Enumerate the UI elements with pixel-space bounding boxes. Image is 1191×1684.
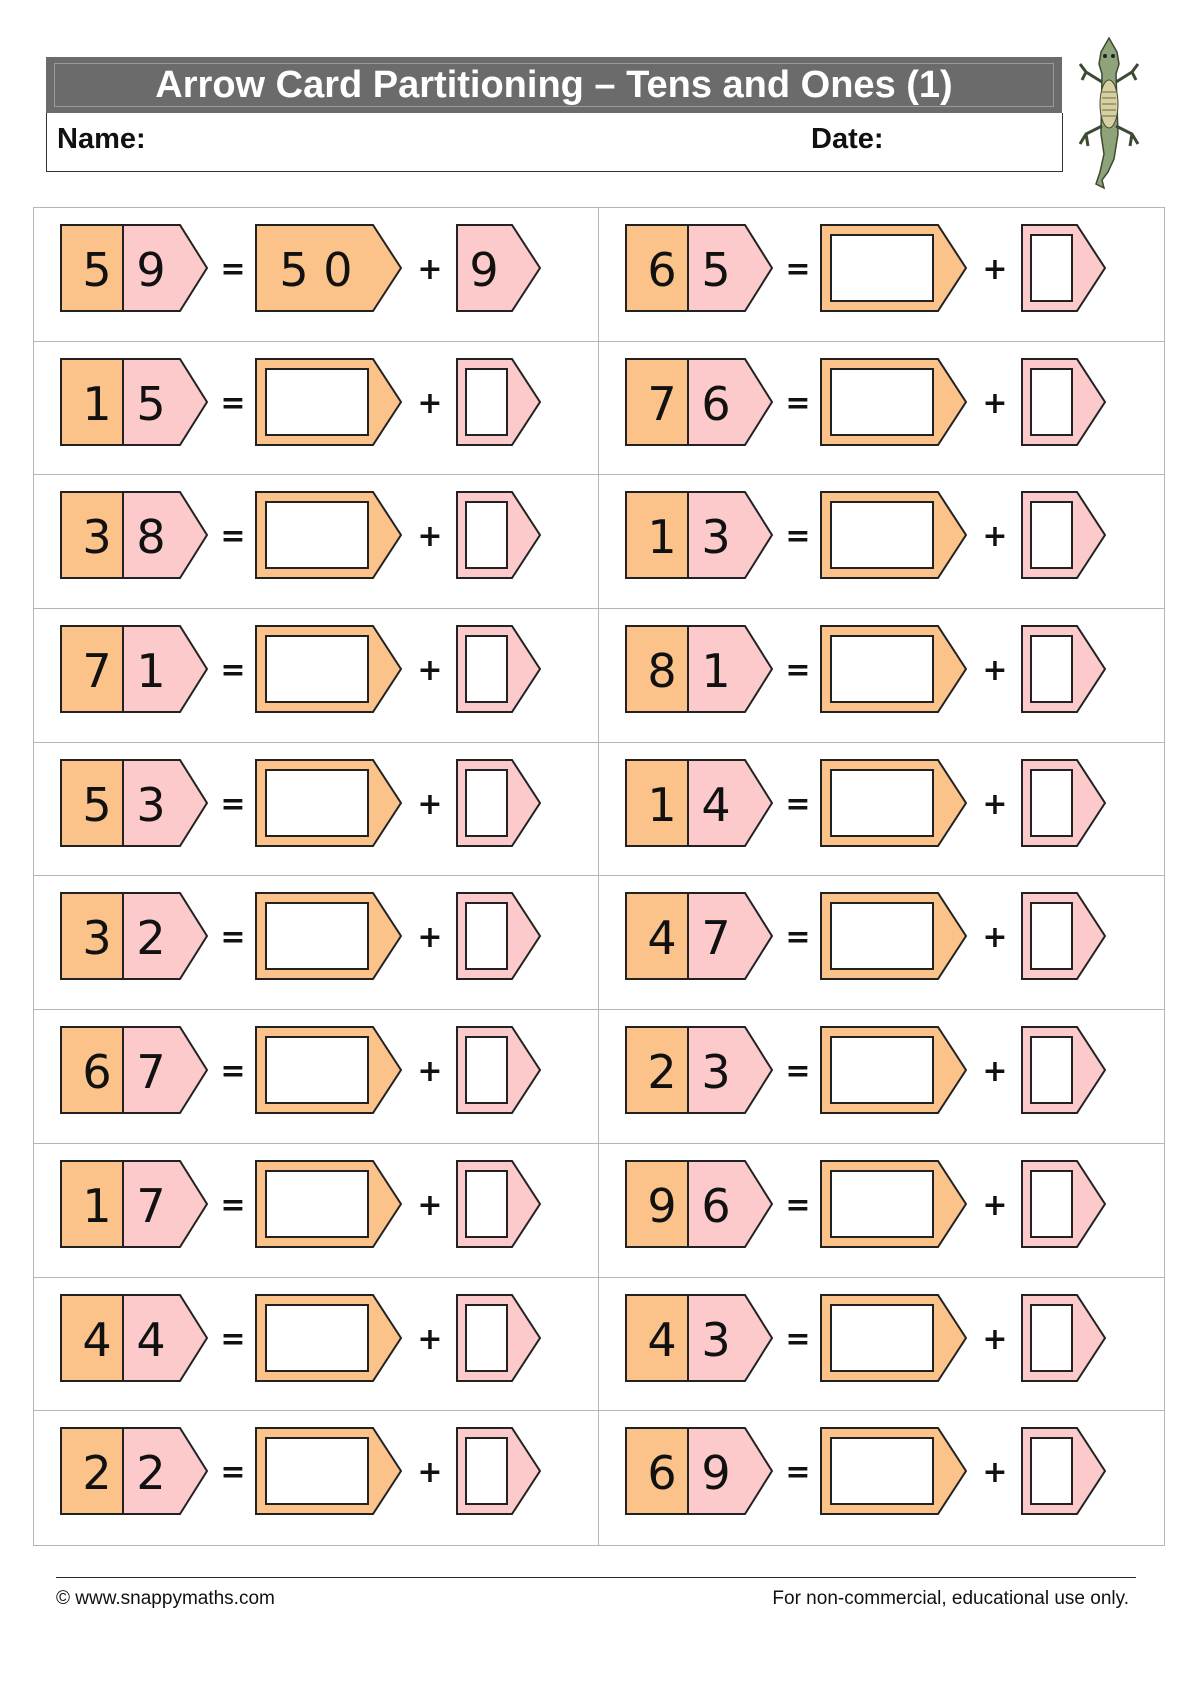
equals-sign: = [785,385,811,421]
tens-answer-box[interactable] [831,235,933,301]
ones-digit: 1 [701,644,731,699]
tens-answer-box[interactable] [831,1438,933,1504]
plus-sign: + [982,1187,1008,1223]
tens-digit: 1 [647,777,677,832]
problem-cell [34,609,599,743]
tens-digit: 7 [82,644,112,699]
equals-sign: = [785,519,811,555]
plus-sign: + [982,1054,1008,1090]
ones-digit: 2 [136,1446,166,1501]
tens-digit: 1 [647,510,677,565]
ones-digit: 1 [136,644,166,699]
ones-answer-box[interactable] [466,1305,507,1371]
problem-cell [599,1010,1164,1144]
ones-digit: 9 [701,1446,731,1501]
tens-digit: 2 [647,1045,677,1100]
ones-digit: 4 [701,777,731,832]
tens-answer-box[interactable] [831,1037,933,1103]
plus-sign: + [417,1321,443,1357]
equals-sign: = [785,653,811,689]
plus-sign: + [417,920,443,956]
problem-cell [599,1278,1164,1412]
worksheet-title: Arrow Card Partitioning – Tens and Ones (1) [155,63,953,106]
tens-answer-box[interactable] [266,1305,368,1371]
ones-answer-box[interactable] [466,903,507,969]
problem-svg [599,208,1165,342]
ones-digit: 2 [136,911,166,966]
equals-sign: = [220,1187,246,1223]
plus-sign: + [982,653,1008,689]
plus-sign: + [417,1187,443,1223]
tens-answer-box[interactable] [831,1305,933,1371]
tens-digit: 4 [647,911,677,966]
problem-cell [599,609,1164,743]
problem-cell [34,475,599,609]
problem-cell [34,1411,599,1545]
plus-sign: + [417,1054,443,1090]
problem-svg [599,1010,1165,1144]
tens-digit: 8 [647,644,677,699]
name-label: Name: [57,123,146,155]
name-date-row [46,113,1063,172]
problem-svg [34,609,600,743]
ones-answer-box[interactable] [1031,369,1072,435]
problem-svg [599,475,1165,609]
tens-answer-box[interactable] [266,1171,368,1237]
equals-sign: = [220,653,246,689]
equals-sign: = [785,252,811,287]
ones-digit: 4 [136,1312,166,1367]
tens-answer-box[interactable] [831,369,933,435]
plus-sign: + [982,1321,1008,1357]
equals-sign: = [785,920,811,956]
ones-answer: 9 [469,243,499,297]
tens-answer-box[interactable] [266,369,368,435]
ones-digit: 3 [701,510,731,565]
plus-sign: + [417,786,443,822]
problem-cell [34,1144,599,1278]
ones-digit: 7 [701,911,731,966]
tens-answer-box[interactable] [266,502,368,568]
equals-sign: = [220,920,246,956]
plus-sign: + [417,519,443,555]
ones-digit: 3 [701,1045,731,1100]
tens-digit: 5 [82,777,112,832]
plus-sign: + [982,252,1008,287]
problem-cell [34,1278,599,1412]
equals-sign: = [220,1054,246,1090]
footer-usage-note: For non-commercial, educational use only. [772,1588,1129,1609]
problem-cell [34,743,599,877]
problem-cell [34,208,599,342]
equals-sign: = [785,1455,811,1491]
tens-digit: 3 [82,510,112,565]
ones-digit: 7 [136,1178,166,1233]
ones-answer-box[interactable] [1031,770,1072,836]
equals-sign: = [220,1455,246,1491]
ones-digit: 8 [136,510,166,565]
ones-digit: 7 [136,1045,166,1100]
ones-answer-box[interactable] [1031,1037,1072,1103]
equals-sign: = [785,786,811,822]
tens-digit: 7 [647,376,677,431]
equals-sign: = [785,1054,811,1090]
ones-answer-box[interactable] [1031,1438,1072,1504]
crocodile-mascot-icon [1072,34,1146,190]
problem-cell [599,743,1164,877]
title-frame [54,63,1054,107]
problem-cell [599,1411,1164,1545]
tens-digit: 5 [82,243,112,297]
problem-svg [34,1010,600,1144]
ones-answer-box[interactable] [466,1037,507,1103]
tens-answer: 5 0 [279,243,353,297]
tens-answer-box[interactable] [831,502,933,568]
problem-cell [599,475,1164,609]
problem-cell [599,876,1164,1010]
plus-sign: + [417,385,443,421]
ones-answer-box[interactable] [1031,502,1072,568]
ones-answer-box[interactable] [466,502,507,568]
date-label: Date: [811,123,884,155]
plus-sign: + [982,920,1008,956]
problem-cell [599,342,1164,476]
ones-answer-box[interactable] [1031,235,1072,301]
ones-digit: 5 [136,376,166,431]
tens-digit: 6 [82,1045,112,1100]
tens-answer-box[interactable] [831,1171,933,1237]
problem-svg [34,876,600,1010]
tens-digit: 1 [82,1178,112,1233]
footer-copyright: © www.snappymaths.com [56,1588,275,1609]
problem-svg [599,876,1165,1010]
problem-svg [34,1278,600,1412]
plus-sign: + [417,653,443,689]
ones-answer-box[interactable] [466,1171,507,1237]
ones-answer-box[interactable] [1031,1305,1072,1371]
tens-answer-box[interactable] [266,770,368,836]
equals-sign: = [785,1321,811,1357]
problem-svg [599,342,1165,476]
equals-sign: = [220,1321,246,1357]
equals-sign: = [220,519,246,555]
plus-sign: + [982,786,1008,822]
tens-digit: 6 [647,1446,677,1501]
tens-answer-box[interactable] [266,1438,368,1504]
tens-digit: 1 [82,376,112,431]
ones-answer-box[interactable] [466,1438,507,1504]
problem-svg [599,1411,1165,1545]
tens-answer-box[interactable] [831,636,933,702]
ones-answer-box[interactable] [466,770,507,836]
tens-digit: 4 [82,1312,112,1367]
ones-answer-box[interactable] [466,369,507,435]
tens-digit: 9 [647,1178,677,1233]
equals-sign: = [220,385,246,421]
tens-answer-box[interactable] [266,636,368,702]
tens-answer-box[interactable] [266,1037,368,1103]
footer-divider [56,1577,1136,1578]
equals-sign: = [220,252,246,287]
problem-svg [599,1144,1165,1278]
equals-sign: = [785,1187,811,1223]
tens-digit: 4 [647,1312,677,1367]
plus-sign: + [417,252,443,287]
plus-sign: + [982,1455,1008,1491]
problem-cell [599,1144,1164,1278]
plus-sign: + [417,1455,443,1491]
ones-answer-box[interactable] [1031,903,1072,969]
problem-svg [34,1411,600,1545]
problem-svg [34,475,600,609]
ones-digit: 6 [701,1178,731,1233]
tens-answer-box[interactable] [831,770,933,836]
problem-svg [34,208,600,342]
ones-answer-box[interactable] [1031,1171,1072,1237]
problem-svg [34,1144,600,1278]
problem-cell [34,342,599,476]
problem-cell [34,1010,599,1144]
plus-sign: + [982,385,1008,421]
problem-grid [33,207,1165,1546]
tens-answer-box[interactable] [266,903,368,969]
ones-digit: 3 [701,1312,731,1367]
plus-sign: + [982,519,1008,555]
problem-svg [599,1278,1165,1412]
tens-digit: 6 [647,243,677,297]
ones-digit: 6 [701,376,731,431]
tens-digit: 3 [82,911,112,966]
title-bar [46,57,1062,113]
problem-svg [34,342,600,476]
tens-answer-box[interactable] [831,903,933,969]
problem-cell [599,208,1164,342]
ones-answer-box[interactable] [466,636,507,702]
problem-svg [599,743,1165,877]
problem-svg [34,743,600,877]
ones-answer-box[interactable] [1031,636,1072,702]
tens-digit: 2 [82,1446,112,1501]
ones-digit: 9 [136,243,166,297]
problem-cell [34,876,599,1010]
problem-svg [599,609,1165,743]
ones-digit: 5 [701,243,731,297]
ones-digit: 3 [136,777,166,832]
equals-sign: = [220,786,246,822]
